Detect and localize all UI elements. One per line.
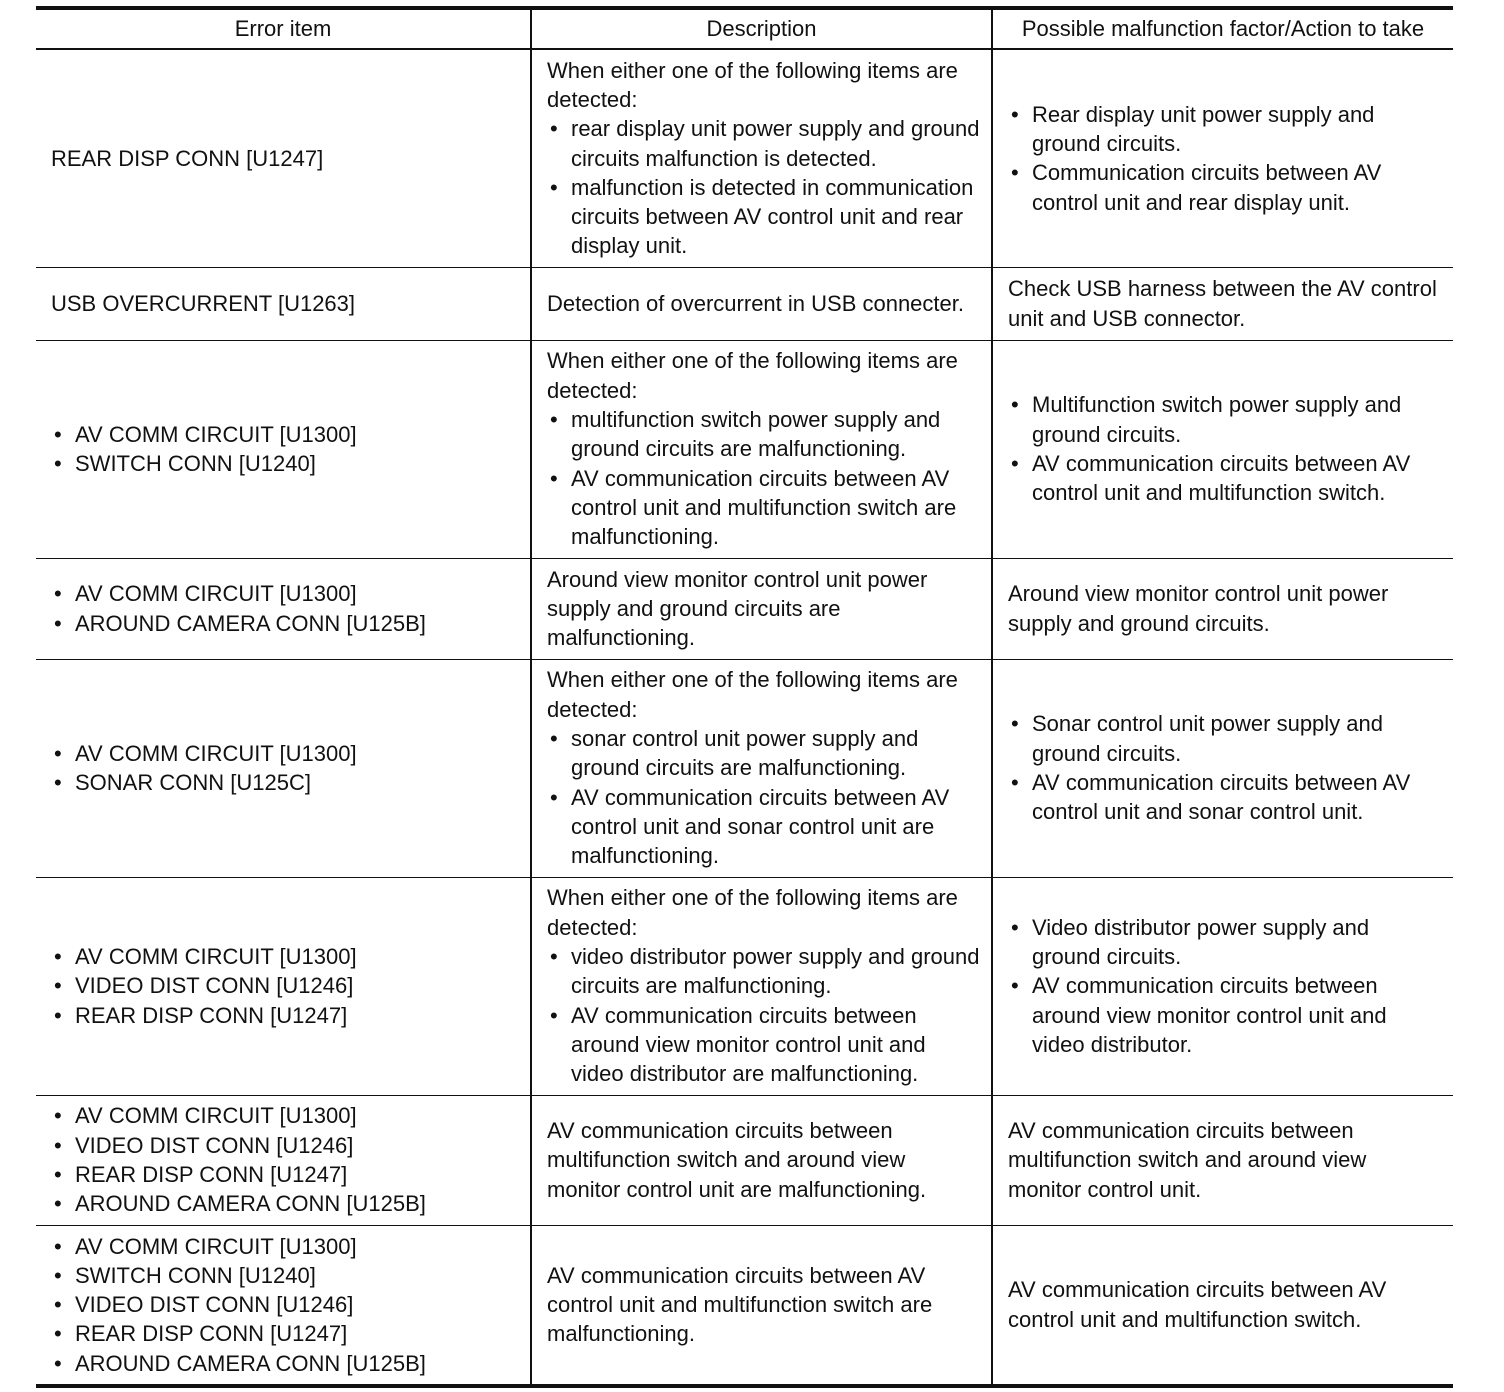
action-cell — [992, 267, 1453, 340]
description-bullet-list — [547, 942, 981, 1088]
error-item-text: USB OVERCURRENT [U1263] — [51, 290, 356, 316]
error-item: • VIDEO DIST CONN [U1246] — [51, 1290, 520, 1319]
action-bullet: • AV communication circuits between around view monitor control unit and video distributor. — [1008, 971, 1443, 1059]
error-item-list — [51, 739, 520, 798]
table-row — [36, 659, 1453, 877]
description-intro: When either one of the following items are detected: — [547, 348, 958, 403]
description-cell — [531, 659, 992, 877]
error-item-cell — [36, 1225, 531, 1386]
description-bullet-list — [547, 724, 981, 870]
action-cell — [992, 1095, 1453, 1225]
description-bullet: • AV communication circuits between around view monitor control unit and video distributor are malfunctioning. — [547, 1001, 981, 1089]
error-item-list — [51, 420, 520, 479]
description-intro: When either one of the following items are detected: — [547, 885, 958, 940]
description-text: Detection of overcurrent in USB connecter. — [547, 290, 964, 316]
error-item-list — [51, 1232, 520, 1378]
action-bullet: • Multifunction switch power supply and ground circuits. — [1008, 390, 1443, 449]
header-row — [36, 8, 1453, 49]
error-item: • VIDEO DIST CONN [U1246] — [51, 1131, 520, 1160]
error-item: • REAR DISP CONN [U1247] — [51, 1160, 520, 1189]
action-cell — [992, 659, 1453, 877]
error-item-cell — [36, 49, 531, 267]
description-bullet-list — [547, 405, 981, 551]
action-bullet-list — [1008, 913, 1443, 1059]
header-description: Description — [531, 8, 992, 49]
error-item: • AV COMM CIRCUIT [U1300] — [51, 739, 520, 768]
error-item: • AV COMM CIRCUIT [U1300] — [51, 420, 520, 449]
error-item: • SONAR CONN [U125C] — [51, 768, 520, 797]
description-text: AV communication circuits between AV control unit and multifunction switch are malfunctioning. — [547, 1262, 933, 1347]
action-bullet-list — [1008, 100, 1443, 217]
action-cell — [992, 1225, 1453, 1386]
table-row — [36, 558, 1453, 659]
header-action: Possible malfunction factor/Action to take — [992, 8, 1453, 49]
description-text: Around view monitor control unit power supply and ground circuits are malfunctioning. — [547, 566, 928, 651]
description-bullet: • multifunction switch power supply and ground circuits are malfunctioning. — [547, 405, 981, 464]
error-table — [36, 6, 1453, 1388]
error-item-cell — [36, 558, 531, 659]
table-row — [36, 877, 1453, 1095]
description-cell — [531, 558, 992, 659]
description-cell — [531, 49, 992, 267]
description-cell — [531, 1095, 992, 1225]
description-bullet: • video distributor power supply and ground circuits are malfunctioning. — [547, 942, 981, 1001]
description-cell — [531, 877, 992, 1095]
table-row — [36, 340, 1453, 558]
error-item-list — [51, 942, 520, 1030]
header-error-item: Error item — [36, 8, 531, 49]
description-cell — [531, 340, 992, 558]
action-cell — [992, 49, 1453, 267]
error-item-list — [51, 1101, 520, 1218]
error-item-cell — [36, 1095, 531, 1225]
error-item: • REAR DISP CONN [U1247] — [51, 1001, 520, 1030]
error-item: • AV COMM CIRCUIT [U1300] — [51, 1232, 520, 1261]
description-bullet: • sonar control unit power supply and ground circuits are malfunctioning. — [547, 724, 981, 783]
error-item: • AV COMM CIRCUIT [U1300] — [51, 1101, 520, 1130]
description-intro: When either one of the following items are detected: — [547, 57, 958, 112]
description-bullet: • rear display unit power supply and ground circuits malfunction is detected. — [547, 114, 981, 173]
action-bullet: • AV communication circuits between AV control unit and sonar control unit. — [1008, 768, 1443, 827]
description-intro: When either one of the following items are detected: — [547, 667, 958, 722]
table-row — [36, 49, 1453, 267]
error-item-cell — [36, 340, 531, 558]
error-item: • AROUND CAMERA CONN [U125B] — [51, 1349, 520, 1378]
error-item: • AV COMM CIRCUIT [U1300] — [51, 579, 520, 608]
action-text: AV communication circuits between AV control unit and multifunction switch. — [1008, 1277, 1387, 1332]
action-text: Check USB harness between the AV control unit and USB connector. — [1008, 276, 1437, 331]
description-bullet-list — [547, 114, 981, 260]
table-row — [36, 1095, 1453, 1225]
action-bullet: • Video distributor power supply and ground circuits. — [1008, 913, 1443, 972]
error-item: • AROUND CAMERA CONN [U125B] — [51, 1189, 520, 1218]
error-item: • SWITCH CONN [U1240] — [51, 449, 520, 478]
error-item-cell — [36, 877, 531, 1095]
error-item: • AROUND CAMERA CONN [U125B] — [51, 609, 520, 638]
action-text: Around view monitor control unit power supply and ground circuits. — [1008, 581, 1389, 636]
table-row — [36, 267, 1453, 340]
action-bullet: • Sonar control unit power supply and ground circuits. — [1008, 709, 1443, 768]
action-bullet-list — [1008, 709, 1443, 826]
error-item: • REAR DISP CONN [U1247] — [51, 1319, 520, 1348]
action-cell — [992, 558, 1453, 659]
action-text: AV communication circuits between multifunction switch and around view monitor control unit. — [1008, 1118, 1367, 1202]
description-cell — [531, 1225, 992, 1386]
action-cell — [992, 877, 1453, 1095]
error-item: • SWITCH CONN [U1240] — [51, 1261, 520, 1290]
action-cell — [992, 340, 1453, 558]
error-item-list — [51, 579, 520, 638]
description-cell — [531, 267, 992, 340]
description-bullet: • malfunction is detected in communication circuits between AV control unit and rear display unit. — [547, 173, 981, 261]
table-row — [36, 1225, 1453, 1386]
error-item-cell — [36, 659, 531, 877]
error-item: • AV COMM CIRCUIT [U1300] — [51, 942, 520, 971]
table-body — [36, 49, 1453, 1386]
error-item-text: REAR DISP CONN [U1247] — [51, 145, 324, 171]
action-bullet-list — [1008, 390, 1443, 507]
description-bullet: • AV communication circuits between AV control unit and sonar control unit are malfunctioning. — [547, 783, 981, 871]
error-item-cell — [36, 267, 531, 340]
error-item: • VIDEO DIST CONN [U1246] — [51, 971, 520, 1000]
description-text: AV communication circuits between multifunction switch and around view monitor control unit are malfunctioning. — [547, 1118, 927, 1202]
action-bullet: • AV communication circuits between AV control unit and multifunction switch. — [1008, 449, 1443, 508]
action-bullet: • Communication circuits between AV control unit and rear display unit. — [1008, 158, 1443, 217]
action-bullet: • Rear display unit power supply and ground circuits. — [1008, 100, 1443, 159]
description-bullet: • AV communication circuits between AV control unit and multifunction switch are malfunctioning. — [547, 464, 981, 552]
